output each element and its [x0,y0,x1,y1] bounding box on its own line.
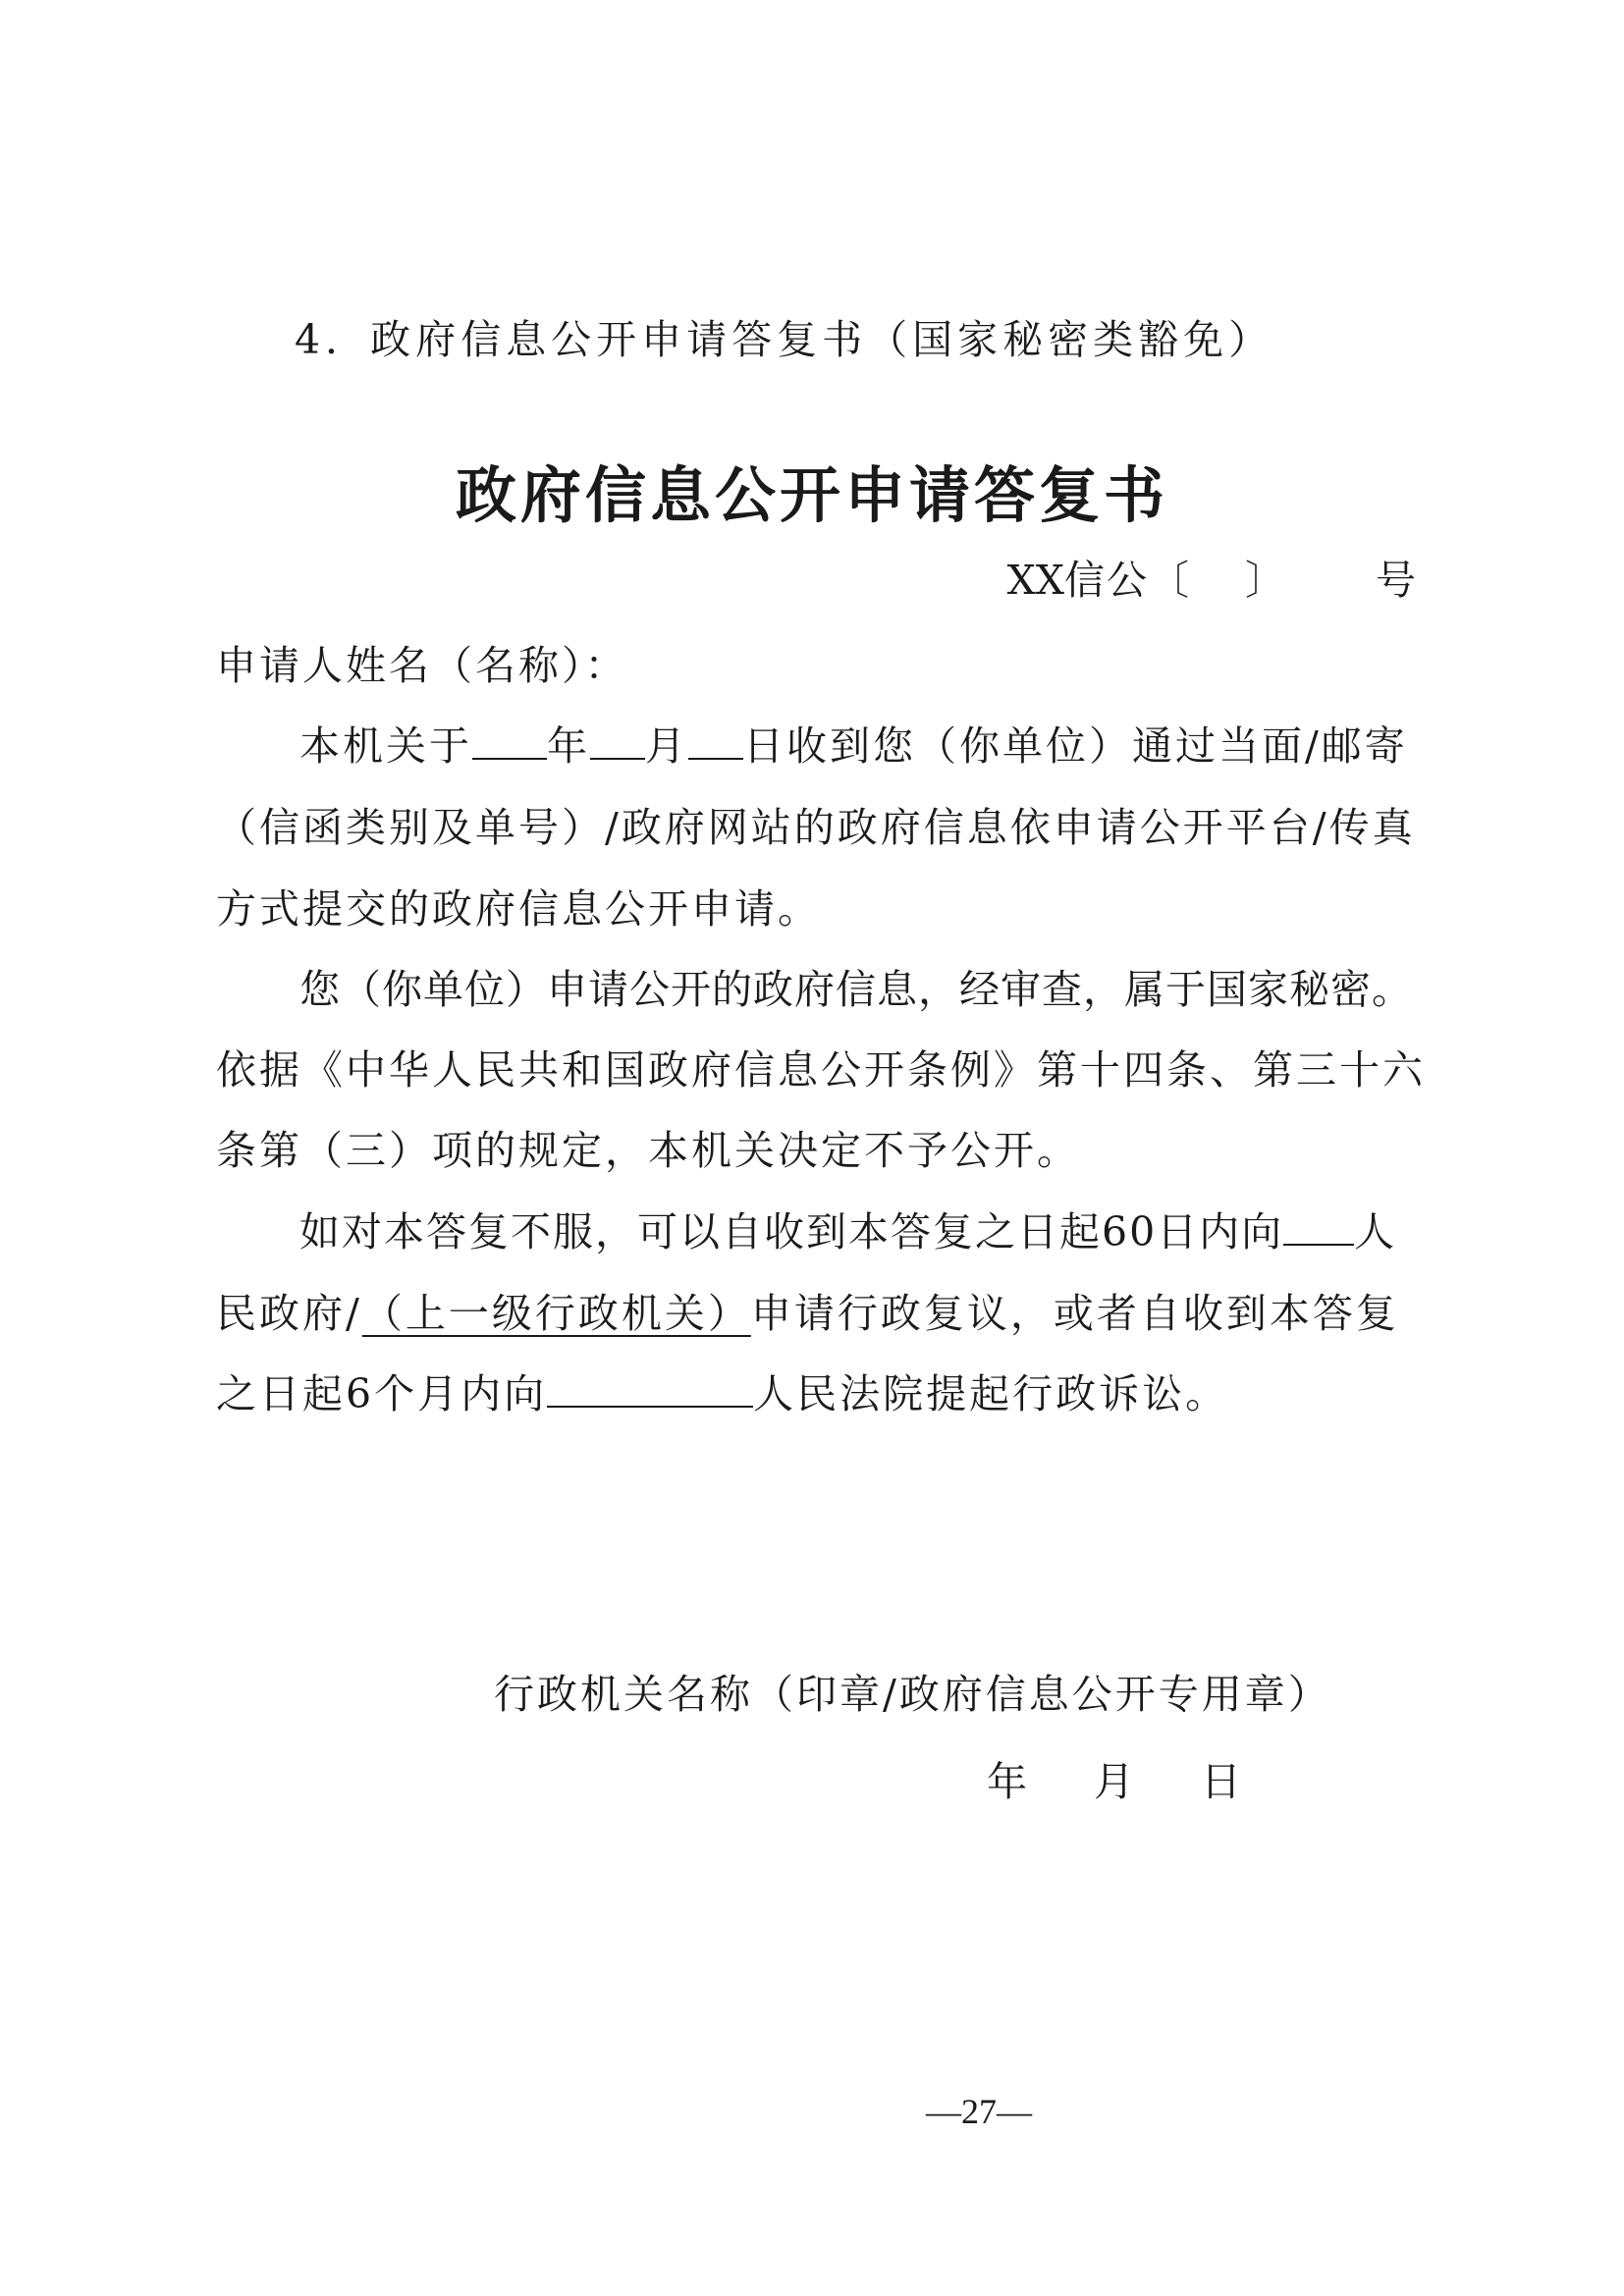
para2-line3: 条第（三）项的规定，本机关决定不予公开。 [216,1127,1080,1174]
text-segment: 本机关于 [299,722,472,770]
document-title: 政府信息公开申请答复书 [455,459,1168,531]
para3-line2 [216,1281,1399,1339]
page-number: —27— [926,2092,1032,2131]
para3-line3 [216,1362,1228,1419]
applicant-label: 申请人姓名（名称）： [216,642,628,689]
para1-line3: 方式提交的政府信息公开申请。 [216,885,821,933]
para3-line1 [299,1200,1396,1257]
text-segment: 日收到您（你单位）通过当面/邮寄 [743,722,1408,770]
blank-day [688,720,743,760]
text-segment: 如对本答复不服，可以自收到本答复之日起60日内向 [299,1208,1284,1255]
text-segment: 之日起6个月内向 [216,1370,548,1417]
text-segment: 年 [547,722,590,770]
text-segment: 人 [1354,1208,1397,1255]
blank-government [1283,1205,1354,1246]
signature-date [987,1749,1241,1807]
date-month: 月 [1094,1758,1134,1805]
date-day: 日 [1201,1758,1241,1805]
text-segment: 申请行政复议，或者自收到本答复 [750,1290,1399,1337]
doc-number-label: 信公〔 [1064,557,1191,604]
signature-organization: 行政机关名称（印章/政府信息公开专用章） [494,1671,1331,1718]
section-heading: 4．政府信息公开申请答复书（国家秘密类豁免） [295,316,1274,363]
blank-month [590,720,645,760]
document-number [1007,548,1418,606]
doc-number-suffix: 号 [1376,557,1418,604]
para1-line2: （信函类别及单号）/政府网站的政府信息依申请公开平台/传真 [216,804,1416,851]
blank-court [547,1367,753,1408]
text-segment: 民政府/ [216,1290,362,1337]
para2-line1: 您（你单位）申请公开的政府信息，经审查，属于国家秘密。 [299,966,1413,1013]
blank-year [472,720,547,760]
text-segment: 人民法院提起行政诉讼。 [753,1370,1229,1417]
text-segment: 月 [645,722,688,770]
doc-number-close-bracket: 〕 [1245,557,1287,604]
date-year: 年 [987,1758,1027,1805]
para2-line2: 依据《中华人民共和国政府信息公开条例》第十四条、第三十六 [216,1046,1426,1094]
doc-number-prefix: XX [1006,557,1064,604]
underlined-superior-authority: （上一级行政机关） [361,1290,751,1337]
para1-line1 [299,714,1408,772]
